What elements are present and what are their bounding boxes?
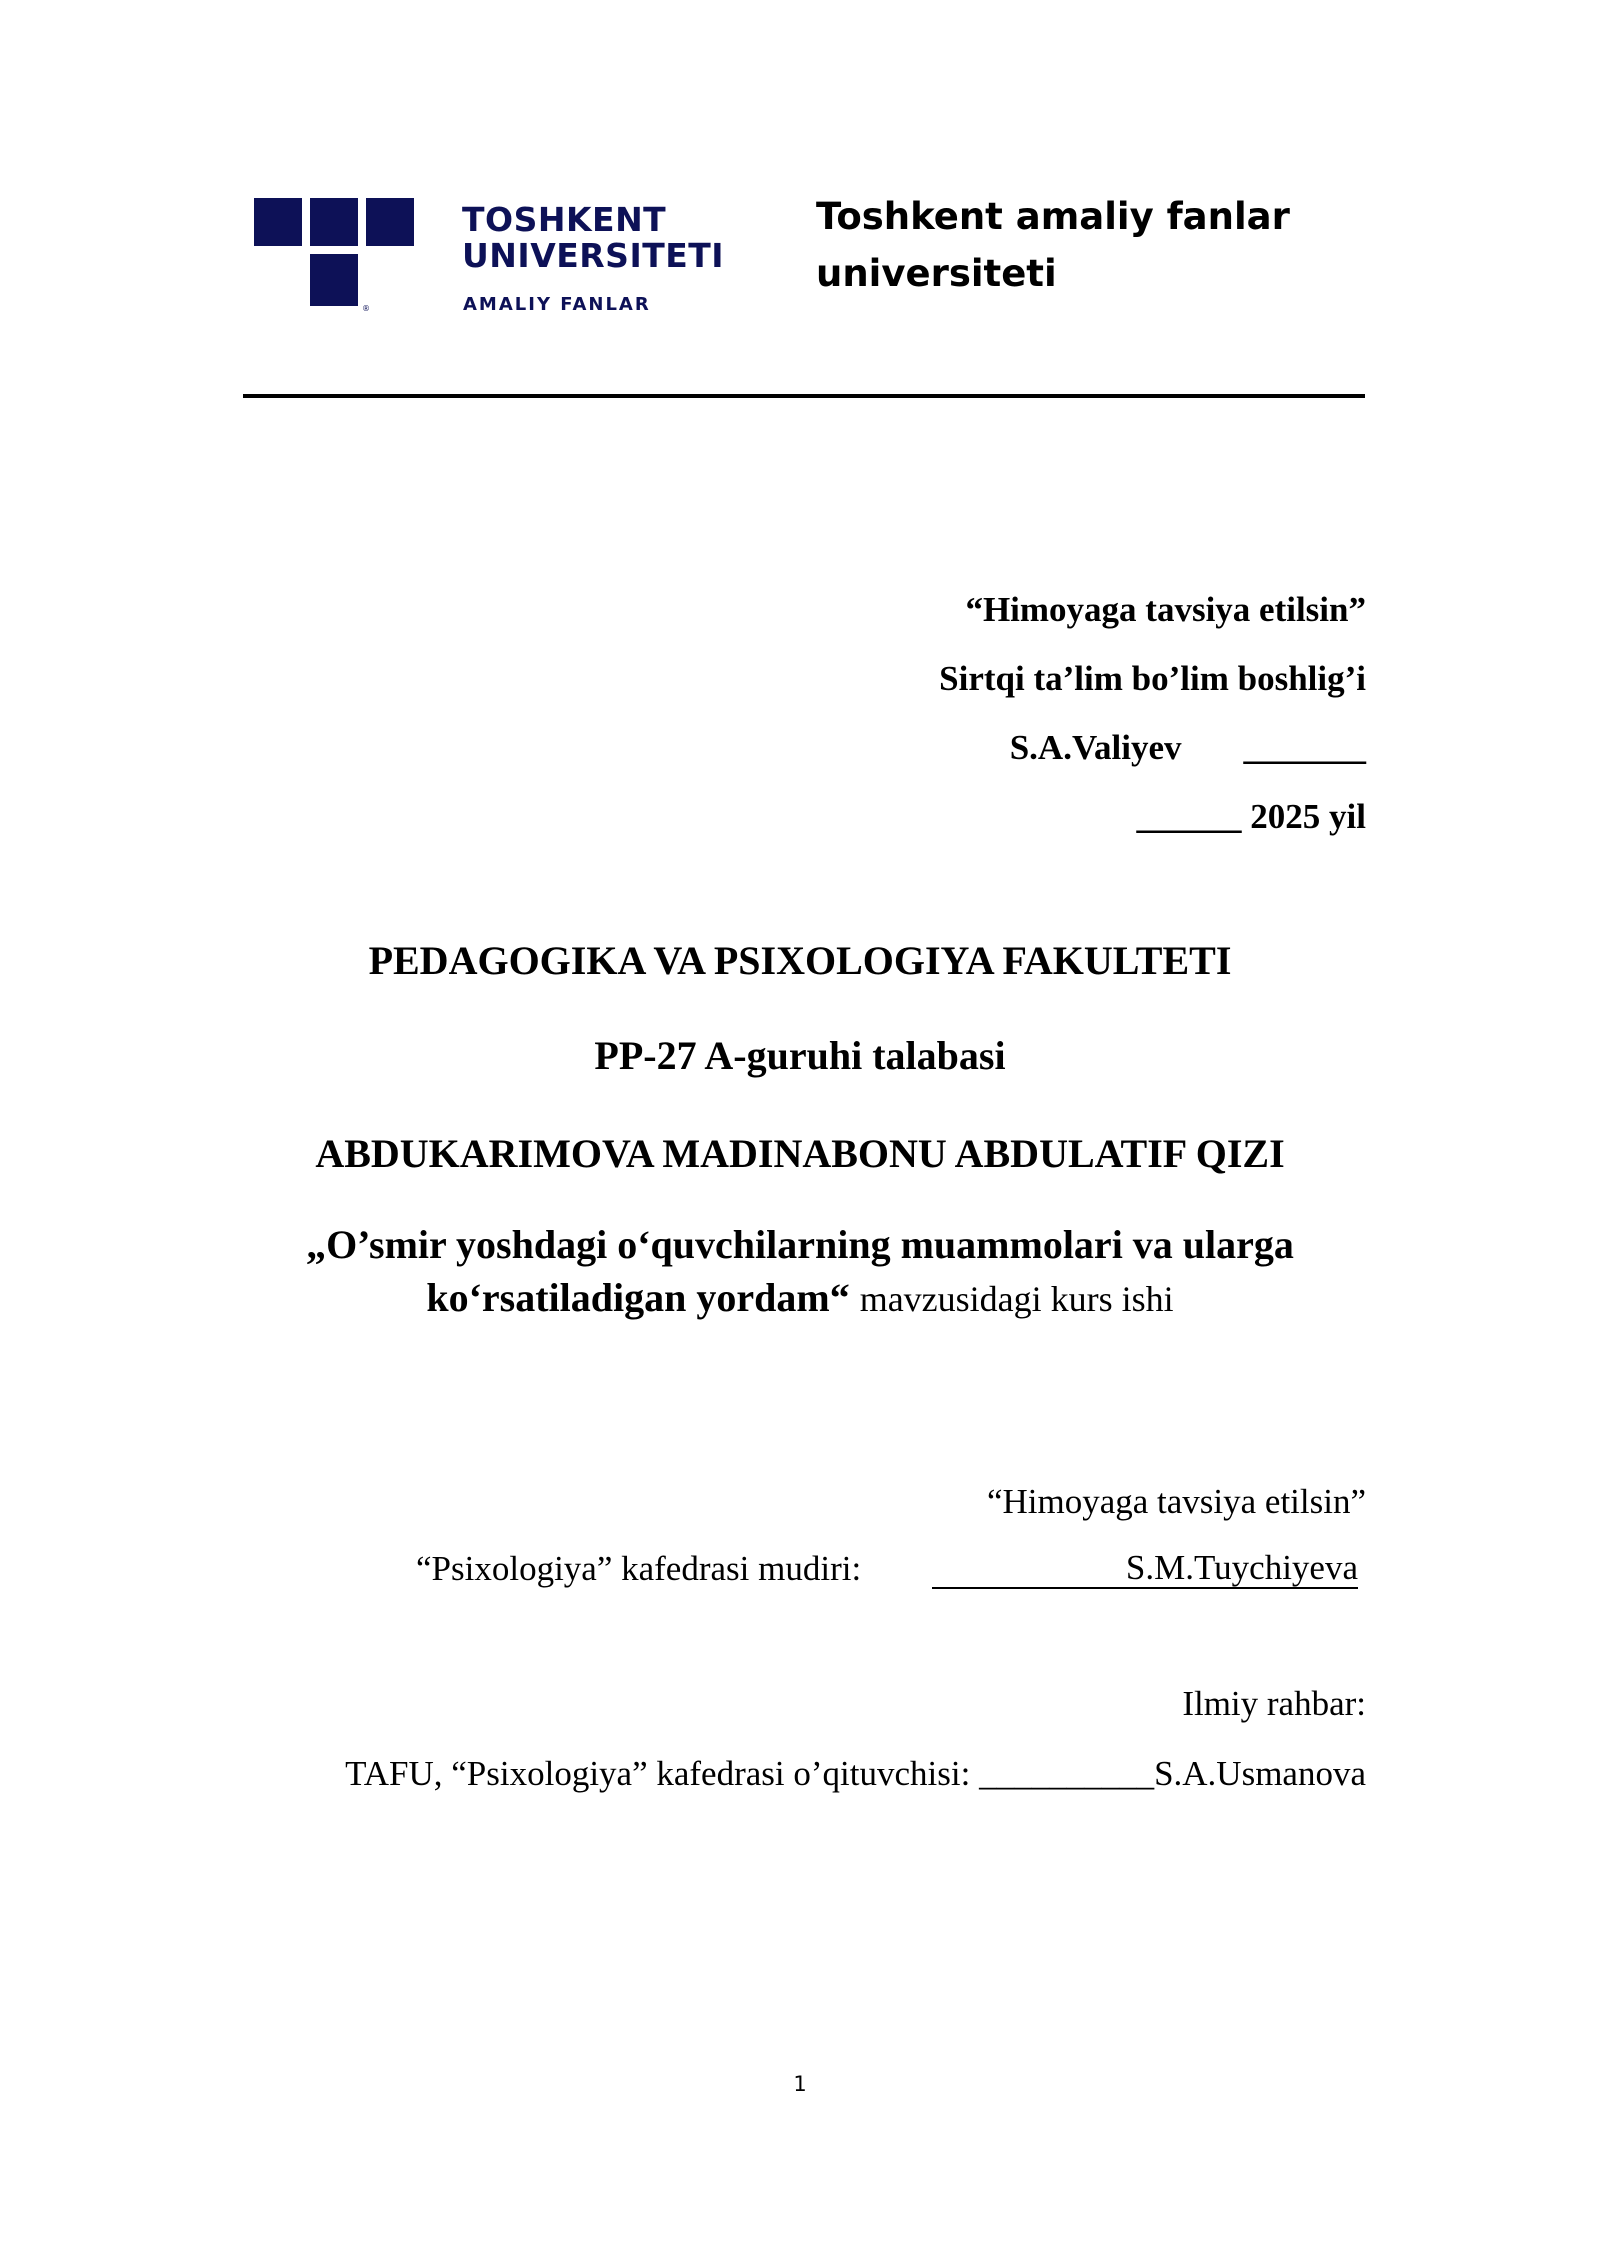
university-name-line-1: Toshkent amaliy fanlar [816, 195, 1290, 238]
logo-line-3: AMALIY FANLAR [463, 294, 651, 315]
dean-name: S.A.Valiyev [1009, 728, 1182, 767]
approval-top-line-1: “Himoyaga tavsiya etilsin” [965, 590, 1366, 629]
date-blank: ______ [1136, 797, 1242, 836]
topic-line-1: „O’smir yoshdagi o‘quvchilarning muammolari va ularga [306, 1222, 1294, 1267]
supervisor-signature-blank: __________ [979, 1754, 1155, 1793]
approval-top-line-4 [1137, 797, 1366, 837]
page-number: 1 [793, 2072, 807, 2096]
header-divider [243, 394, 1365, 398]
logo-line-2: UNIVERSITETI [462, 236, 725, 275]
logo-registered-mark: ® [362, 304, 370, 313]
faculty-title: PEDAGOGIKA VA PSIXOLOGIYA FAKULTETI [368, 938, 1232, 983]
approval-top-line-3 [1010, 728, 1366, 768]
topic-line-2-bold: ko‘rsatiladigan yordam“ [426, 1275, 850, 1320]
supervisor-label: TAFU, “Psixologiya” kafedrasi o’qituvchisi: [345, 1754, 971, 1793]
approval-top-line-2: Sirtqi ta’lim bo’lim boshlig’i [939, 659, 1366, 698]
university-name-line-2: universiteti [816, 252, 1057, 295]
department-head-label: “Psixologiya” kafedrasi mudiri: [416, 1549, 862, 1588]
student-name: ABDUKARIMOVA MADINABONU ABDULATIF QIZI [315, 1131, 1285, 1176]
topic-title [200, 1218, 1400, 1326]
logo-square [310, 198, 358, 246]
logo-square [254, 198, 302, 246]
department-head-signature [932, 1549, 1358, 1589]
supervisor-name: S.A.Usmanova [1154, 1754, 1366, 1793]
department-head-name: S.M.Tuychiyeva [1125, 1548, 1358, 1587]
year: 2025 yil [1250, 797, 1366, 836]
topic-line-2-normal: mavzusidagi kurs ishi [859, 1279, 1174, 1319]
logo-square [366, 198, 414, 246]
supervisor-line [345, 1754, 1366, 1794]
logo-line-1: TOSHKENT [462, 200, 667, 239]
approval-bottom-line-1: “Himoyaga tavsiya etilsin” [986, 1482, 1366, 1521]
dean-signature-blank: _______ [1243, 728, 1366, 767]
group-title: PP-27 A-guruhi talabasi [594, 1033, 1006, 1078]
university-name [816, 188, 1336, 302]
logo-square [310, 254, 358, 306]
supervisor-title: Ilmiy rahbar: [1182, 1684, 1366, 1723]
university-logo [254, 198, 725, 320]
